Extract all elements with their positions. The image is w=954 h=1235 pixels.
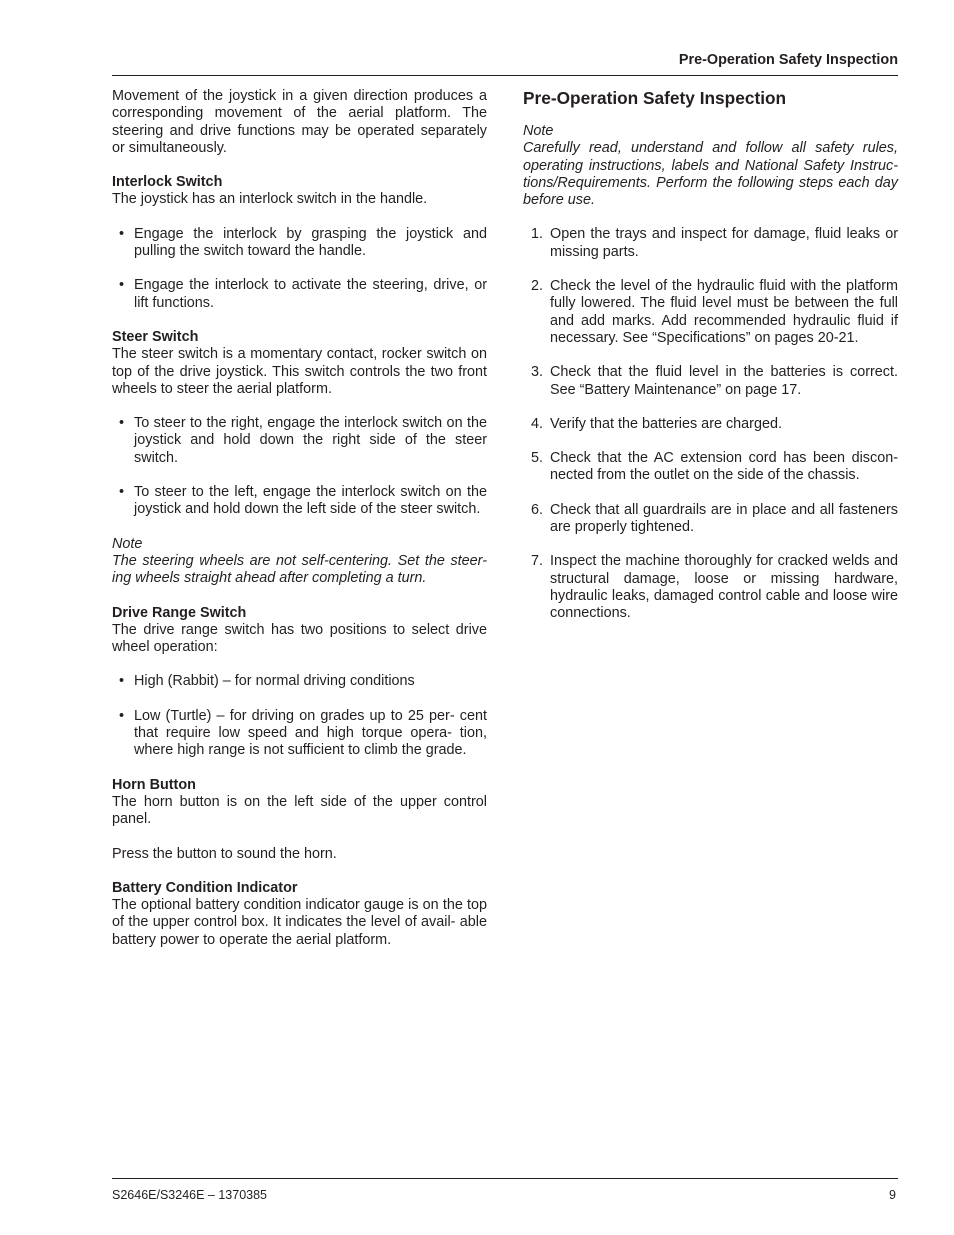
- step-number: 7.: [531, 553, 544, 570]
- horn-body: The horn button is on the left side of the upper control panel.: [112, 793, 487, 828]
- step-number: 6.: [531, 501, 544, 518]
- note-label: Note: [112, 535, 143, 552]
- list-item: [523, 278, 898, 347]
- footer-model: S2646E/S3246E – 1370385: [112, 1188, 267, 1202]
- inspection-steps: [523, 226, 898, 622]
- battery-heading: Battery Condition Indicator: [112, 879, 298, 896]
- left-column: [112, 88, 487, 949]
- drive-range-heading: Drive Range Switch: [112, 604, 247, 621]
- right-column: [523, 88, 898, 623]
- step-text: Check that the AC extension cord has been discon- nected from the outlet on the side of the chassis.: [550, 450, 898, 484]
- step-text: Open the trays and inspect for damage, fluid leaks or missing parts.: [550, 226, 898, 260]
- step-number: 2.: [531, 278, 544, 295]
- interlock-body: The joystick has an interlock switch in the handle.: [112, 191, 428, 208]
- step-number: 4.: [531, 415, 544, 432]
- section-title: Pre-Operation Safety Inspection: [523, 88, 787, 108]
- interlock-bullets: [112, 226, 487, 312]
- header-rule: [112, 75, 898, 76]
- list-item: • Low (Turtle) – for driving on grades up to 25 per- cent that require low speed and high torque opera- tion, where high range is not sufficient to climb the grade.: [119, 707, 487, 759]
- bullet-icon: •: [119, 225, 125, 242]
- list-item: [523, 502, 898, 537]
- list-item: [523, 226, 898, 261]
- step-text: Check the level of the hydraulic fluid with the platform fully lowered. The fluid level must be between the full and add marks. Add recommended hydraulic fluid if necessary. See “Specifications” on pages 20-21.: [550, 278, 898, 346]
- step-text: Inspect the machine thoroughly for cracked welds and structural damage, loose or missing hardware, hydraulic leaks, damaged control cable and loose wire connections.: [550, 553, 898, 622]
- steer-heading: Steer Switch: [112, 328, 199, 345]
- drive-range-bullets: [112, 673, 487, 759]
- note-text: Carefully read, understand and follow all safety rules, operating instructions, labels and National Safety Instruc- tions/Requirements. Perform the following steps each day before use.: [523, 140, 898, 209]
- drive-range-body: The drive range switch has two positions to select drive wheel operation:: [112, 621, 487, 656]
- list-item: • To steer to the left, engage the interlock switch on the joystick and hold down the left side of the steer switch.: [119, 484, 487, 518]
- steer-body: The steer switch is a momentary contact, rocker switch on top of the drive joystick. This switch controls the two front wheels to steer the aerial platform.: [112, 346, 487, 397]
- step-number: 5.: [531, 450, 544, 467]
- step-number: 3.: [531, 364, 544, 381]
- bullet-icon: •: [119, 277, 125, 294]
- list-item: • Engage the interlock to activate the steering, drive, or lift functions.: [119, 277, 487, 311]
- interlock-heading: Interlock Switch: [112, 174, 223, 191]
- steer-bullets: [112, 415, 487, 518]
- list-item: [523, 553, 898, 622]
- intro-paragraph: Movement of the joystick in a given direction produces a corresponding movement of the aerial platform. The steering and drive functions may be operated separately or simultaneously.: [112, 88, 487, 156]
- bullet-icon: •: [119, 707, 125, 724]
- list-item: [523, 450, 898, 485]
- step-text: Check that all guardrails are in place and all fasteners are properly tightened.: [550, 501, 898, 536]
- list-item: • To steer to the right, engage the interlock switch on the joystick and hold down the right side of the steer switch.: [119, 415, 487, 466]
- step-text: Check that the fluid level in the batteries is correct. See “Battery Maintenance” on page 17.: [550, 364, 898, 398]
- list-item: • Engage the interlock by grasping the joystick and pulling the switch toward the handle.: [119, 225, 487, 260]
- step-text: Verify that the batteries are charged.: [550, 415, 782, 432]
- battery-body: The optional battery condition indicator gauge is on the top of the upper control box. It indicates the level of avail- able battery power to operate the aerial platform.: [112, 897, 487, 948]
- page-number: 9: [889, 1188, 896, 1202]
- header-title: Pre-Operation Safety Inspection: [678, 52, 898, 68]
- horn-body-2: Press the button to sound the horn.: [112, 845, 337, 862]
- bullet-icon: •: [119, 484, 125, 501]
- note-text: The steering wheels are not self-centering. Set the steer- ing wheels straight ahead after completing a turn.: [112, 552, 487, 587]
- list-item: [523, 416, 898, 433]
- bullet-icon: •: [119, 673, 125, 690]
- footer-rule: [112, 1178, 898, 1179]
- list-item: • High (Rabbit) – for normal driving conditions: [119, 673, 415, 690]
- list-item: [523, 364, 898, 399]
- note-label: Note: [523, 123, 554, 139]
- bullet-icon: •: [119, 415, 125, 432]
- horn-heading: Horn Button: [112, 776, 196, 793]
- step-number: 1.: [531, 226, 544, 243]
